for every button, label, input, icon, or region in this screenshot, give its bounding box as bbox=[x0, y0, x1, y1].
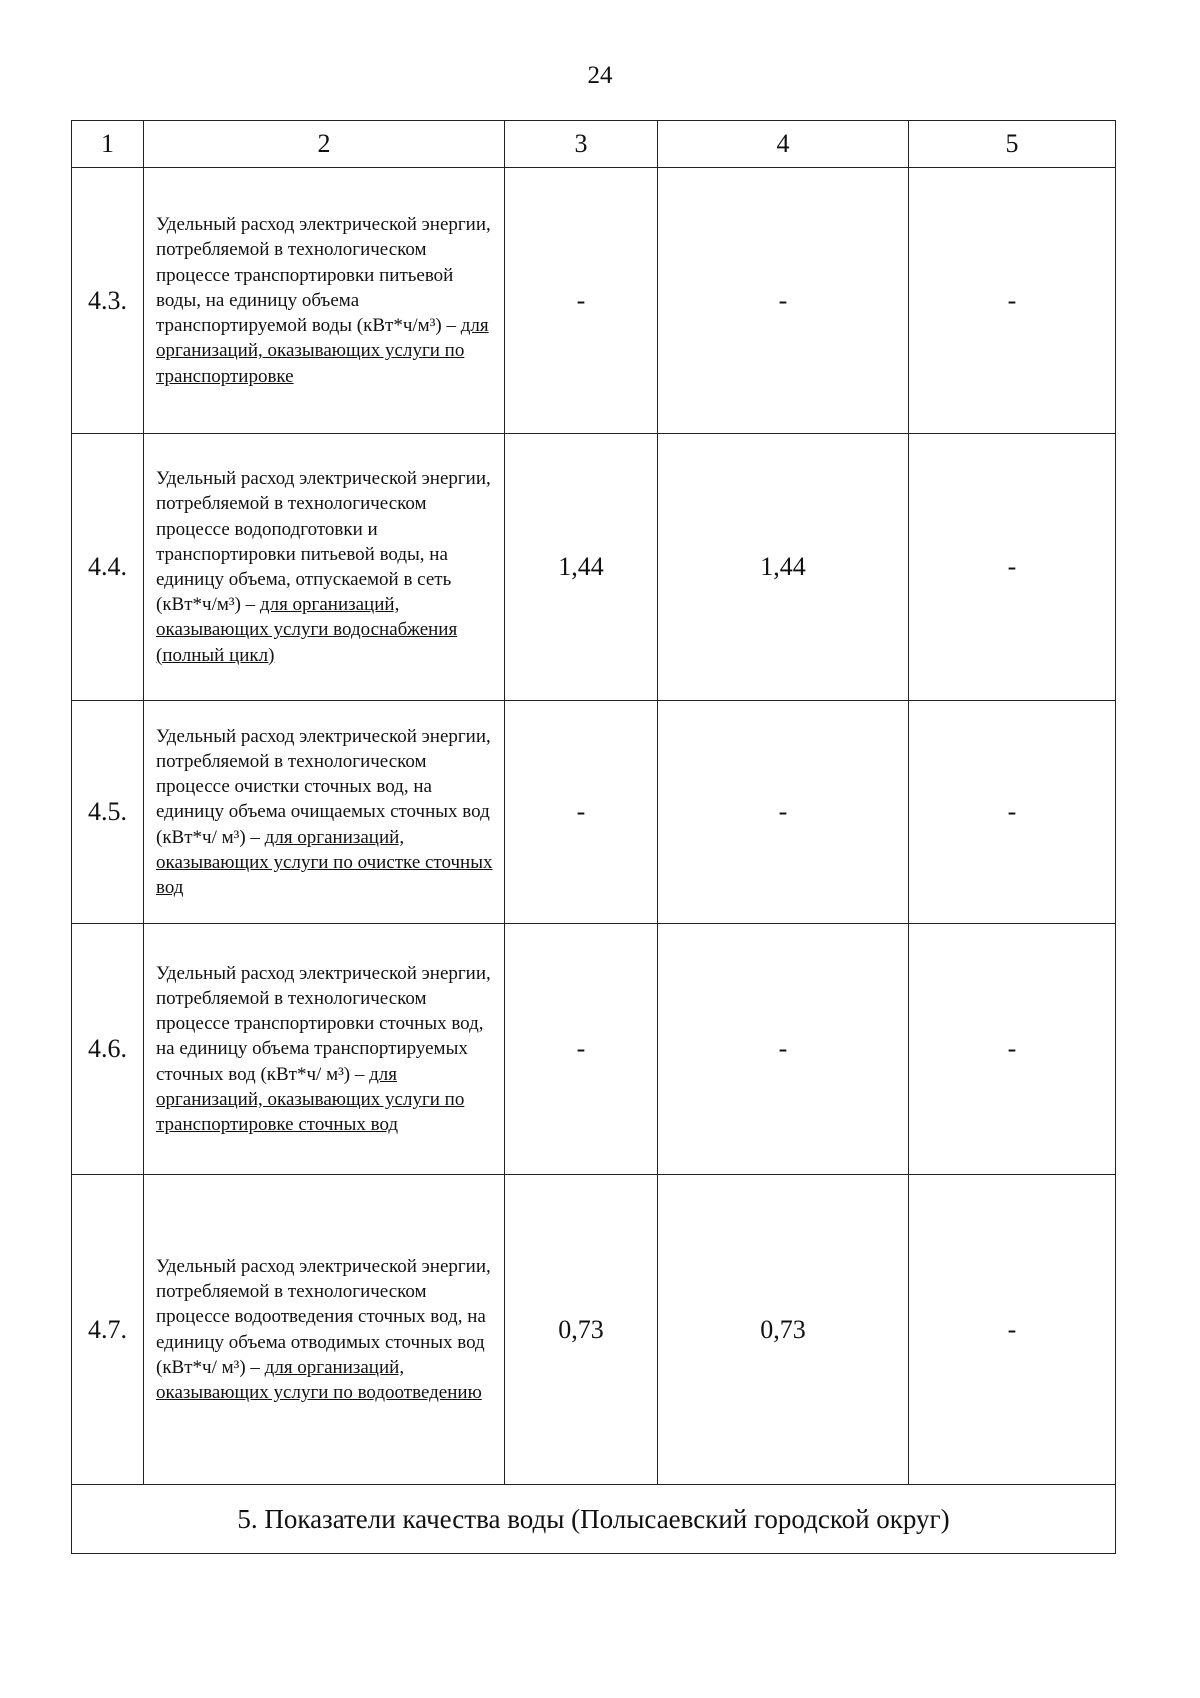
description-scope: для организаций, оказывающих услуги водоснабжения (полный цикл) bbox=[156, 594, 458, 666]
table-row bbox=[72, 701, 1116, 924]
row-value-col-3: 0,73 bbox=[505, 1175, 658, 1485]
row-value-col-4: 0,73 bbox=[658, 1175, 909, 1485]
row-number: 4.4. bbox=[72, 434, 144, 701]
row-description bbox=[144, 924, 505, 1175]
description-text: Удельный расход электрической энергии, потребляемой в технологическом процессе водоотведения сточных вод, на единицу объема отводимых сточных вод (кВт*ч/ м³) – bbox=[156, 1255, 491, 1378]
header-col-2: 2 bbox=[144, 121, 505, 168]
row-description bbox=[144, 434, 505, 701]
page-number: 24 bbox=[587, 62, 613, 89]
row-description bbox=[144, 168, 505, 434]
row-description bbox=[144, 1175, 505, 1485]
row-value-col-4: 1,44 bbox=[658, 434, 909, 701]
row-description bbox=[144, 701, 505, 924]
row-value-col-3: - bbox=[505, 701, 658, 924]
description-scope: для организаций, оказывающих услуги по водоотведению bbox=[156, 1356, 482, 1403]
row-value-col-5: - bbox=[909, 168, 1116, 434]
header-col-5: 5 bbox=[909, 121, 1116, 168]
row-value-col-5: - bbox=[909, 1175, 1116, 1485]
row-value-col-4: - bbox=[658, 924, 909, 1175]
row-value-col-5: - bbox=[909, 701, 1116, 924]
description-text: Удельный расход электрической энергии, потребляемой в технологическом процессе транспортировки питьевой воды, на единицу объема транспортируемой воды (кВт*ч/м³) – bbox=[156, 214, 491, 337]
row-number: 4.5. bbox=[72, 701, 144, 924]
table-row bbox=[72, 434, 1116, 701]
row-number: 4.6. bbox=[72, 924, 144, 1175]
table-row bbox=[72, 168, 1116, 434]
row-number: 4.7. bbox=[72, 1175, 144, 1485]
header-col-1: 1 bbox=[72, 121, 144, 168]
row-value-col-5: - bbox=[909, 434, 1116, 701]
description-text: Удельный расход электрической энергии, потребляемой в технологическом процессе водоподготовки и транспортировки питьевой воды, на единицу объема, отпускаемой в сеть (кВт*ч/м³) – bbox=[156, 468, 491, 616]
description-scope: для организаций, оказывающих услуги по транспортировке bbox=[156, 315, 489, 387]
header-col-3: 3 bbox=[505, 121, 658, 168]
row-number: 4.3. bbox=[72, 168, 144, 434]
row-value-col-3: - bbox=[505, 924, 658, 1175]
row-value-col-3: - bbox=[505, 168, 658, 434]
indicators-table bbox=[71, 120, 1116, 1554]
section-title: 5. Показатели качества воды (Полысаевский городской округ) bbox=[72, 1485, 1116, 1554]
table-header-row bbox=[72, 121, 1116, 168]
row-value-col-3: 1,44 bbox=[505, 434, 658, 701]
table-row bbox=[72, 1175, 1116, 1485]
row-value-col-5: - bbox=[909, 924, 1116, 1175]
row-value-col-4: - bbox=[658, 168, 909, 434]
description-text: Удельный расход электрической энергии, потребляемой в технологическом процессе транспортировки сточных вод, на единицу объема транспортируемых сточных вод (кВт*ч/ м³) – bbox=[156, 962, 491, 1085]
section-heading-row bbox=[72, 1485, 1116, 1554]
description-text: Удельный расход электрической энергии, потребляемой в технологическом процессе очистки сточных вод, на единицу объема очищаемых сточных вод (кВт*ч/ м³) – bbox=[156, 725, 491, 848]
description-scope: для организаций, оказывающих услуги по очистке сточных вод bbox=[156, 826, 493, 898]
description-scope: для организаций, оказывающих услуги по транспортировке сточных вод bbox=[156, 1063, 465, 1135]
table-row bbox=[72, 924, 1116, 1175]
row-value-col-4: - bbox=[658, 701, 909, 924]
header-col-4: 4 bbox=[658, 121, 909, 168]
